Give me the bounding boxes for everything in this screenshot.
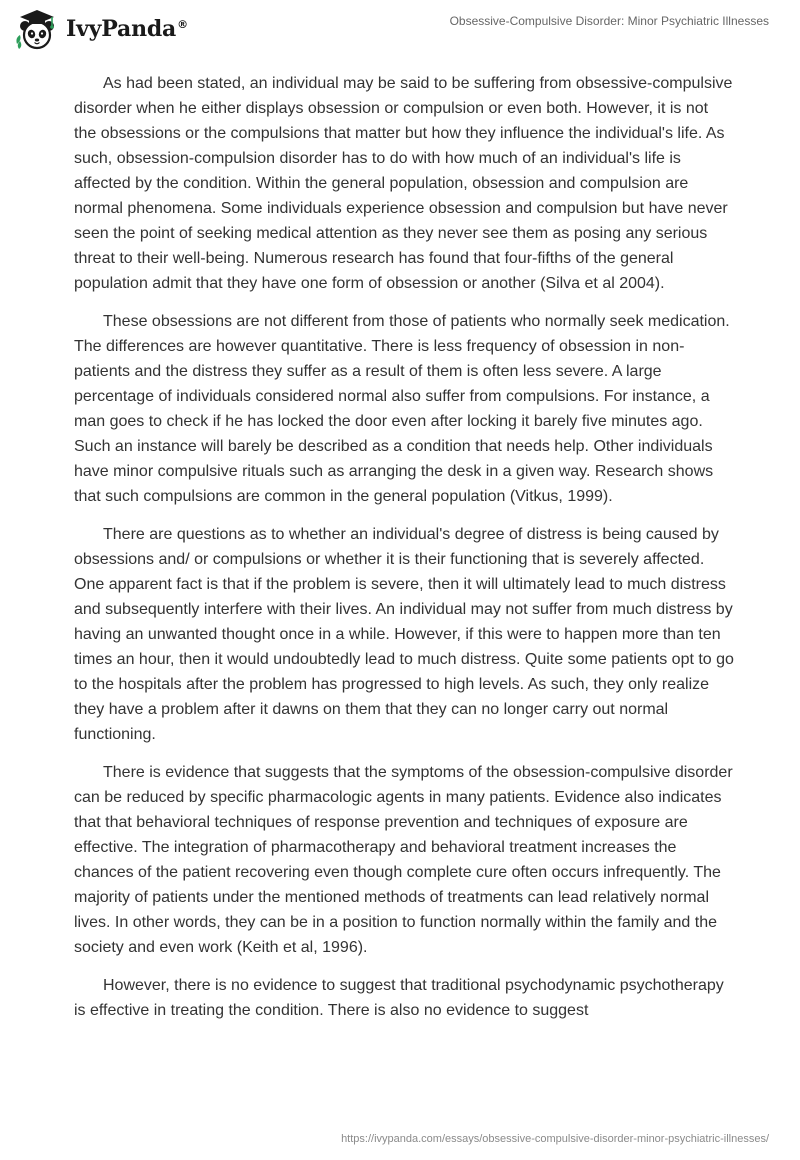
- source-url-link[interactable]: https://ivypanda.com/essays/obsessive-compulsive-disorder-minor-psychiatric-illnesses/: [341, 1133, 769, 1145]
- paragraph: There is evidence that suggests that the symptoms of the obsession-compulsive disorder can be reduced by specific pharmacologic agents in many patients. Evidence also indicates that that behavioral techniques of response prevention and techniques of exposure are effective. The integration of pharmacotherapy and behavioral treatment increases the chances of the patient recovering even though complete cure often occurs infrequently. The majority of patients under the mentioned methods of treatments can lead relatively normal lives. In other words, they can be in a position to function normally within the family and the society and even work (Keith et al, 1996).: [74, 764, 733, 956]
- panda-graduation-cap-icon: [14, 8, 60, 50]
- essay-body: [74, 71, 734, 1036]
- page-header: [0, 0, 800, 62]
- brand-name: IvyPanda®: [66, 16, 188, 42]
- ivypanda-logo[interactable]: [14, 8, 188, 50]
- paragraph: These obsessions are not different from those of patients who normally seek medication. The differences are however quantitative. There is less frequency of obsession in non-patients and the distress they suffer as a result of them is often less severe. A large percentage of individuals considered normal also suffer from compulsions. For instance, a man goes to check if he has locked the door even after locking it barely five minutes ago. Such an instance will barely be described as a condition that needs help. Other individuals have minor compulsive rituals such as arranging the desk in a given way. Research shows that such compulsions are common in the general population (Vitkus, 1999).: [74, 313, 730, 505]
- paragraph: There are questions as to whether an individual's degree of distress is being caused by obsessions and/ or compulsions or whether it is their functioning that is severely affected. One apparent fact is that if the problem is severe, then it will ultimately lead to much distress and subsequently interfere with their lives. An individual may not suffer from much distress by having an unwanted thought once in a while. However, if this were to happen more than ten times an hour, then it would undoubtedly lead to much distress. Quite some patients opt to go to the hospitals after the problem has progressed to high levels. As such, they only realize they have a problem after it dawns on them that they can no longer carry out normal functioning.: [74, 526, 734, 743]
- document-title: Obsessive-Compulsive Disorder: Minor Psychiatric Illnesses: [449, 14, 769, 28]
- registered-mark: ®: [177, 17, 188, 31]
- paragraph: As had been stated, an individual may be said to be suffering from obsessive-compulsive disorder when he either displays obsession or compulsion or even both. However, it is not the obsessions or the compulsions that matter but how they influence the individual's life. As such, obsession-compulsion disorder has to do with how much of an individual's life is affected by the condition. Within the general population, obsession and compulsion are normal phenomena. Some individuals experience obsession and compulsion but have never seen the point of seeking medical attention as they never see them as posing any serious threat to their well-being. Numerous research has found that four-fifths of the general population admit that they have one form of obsession or another (Silva et al 2004).: [74, 75, 733, 292]
- paragraph: However, there is no evidence to suggest that traditional psychodynamic psychotherapy is effective in treating the condition. There is also no evidence to suggest: [74, 977, 724, 1019]
